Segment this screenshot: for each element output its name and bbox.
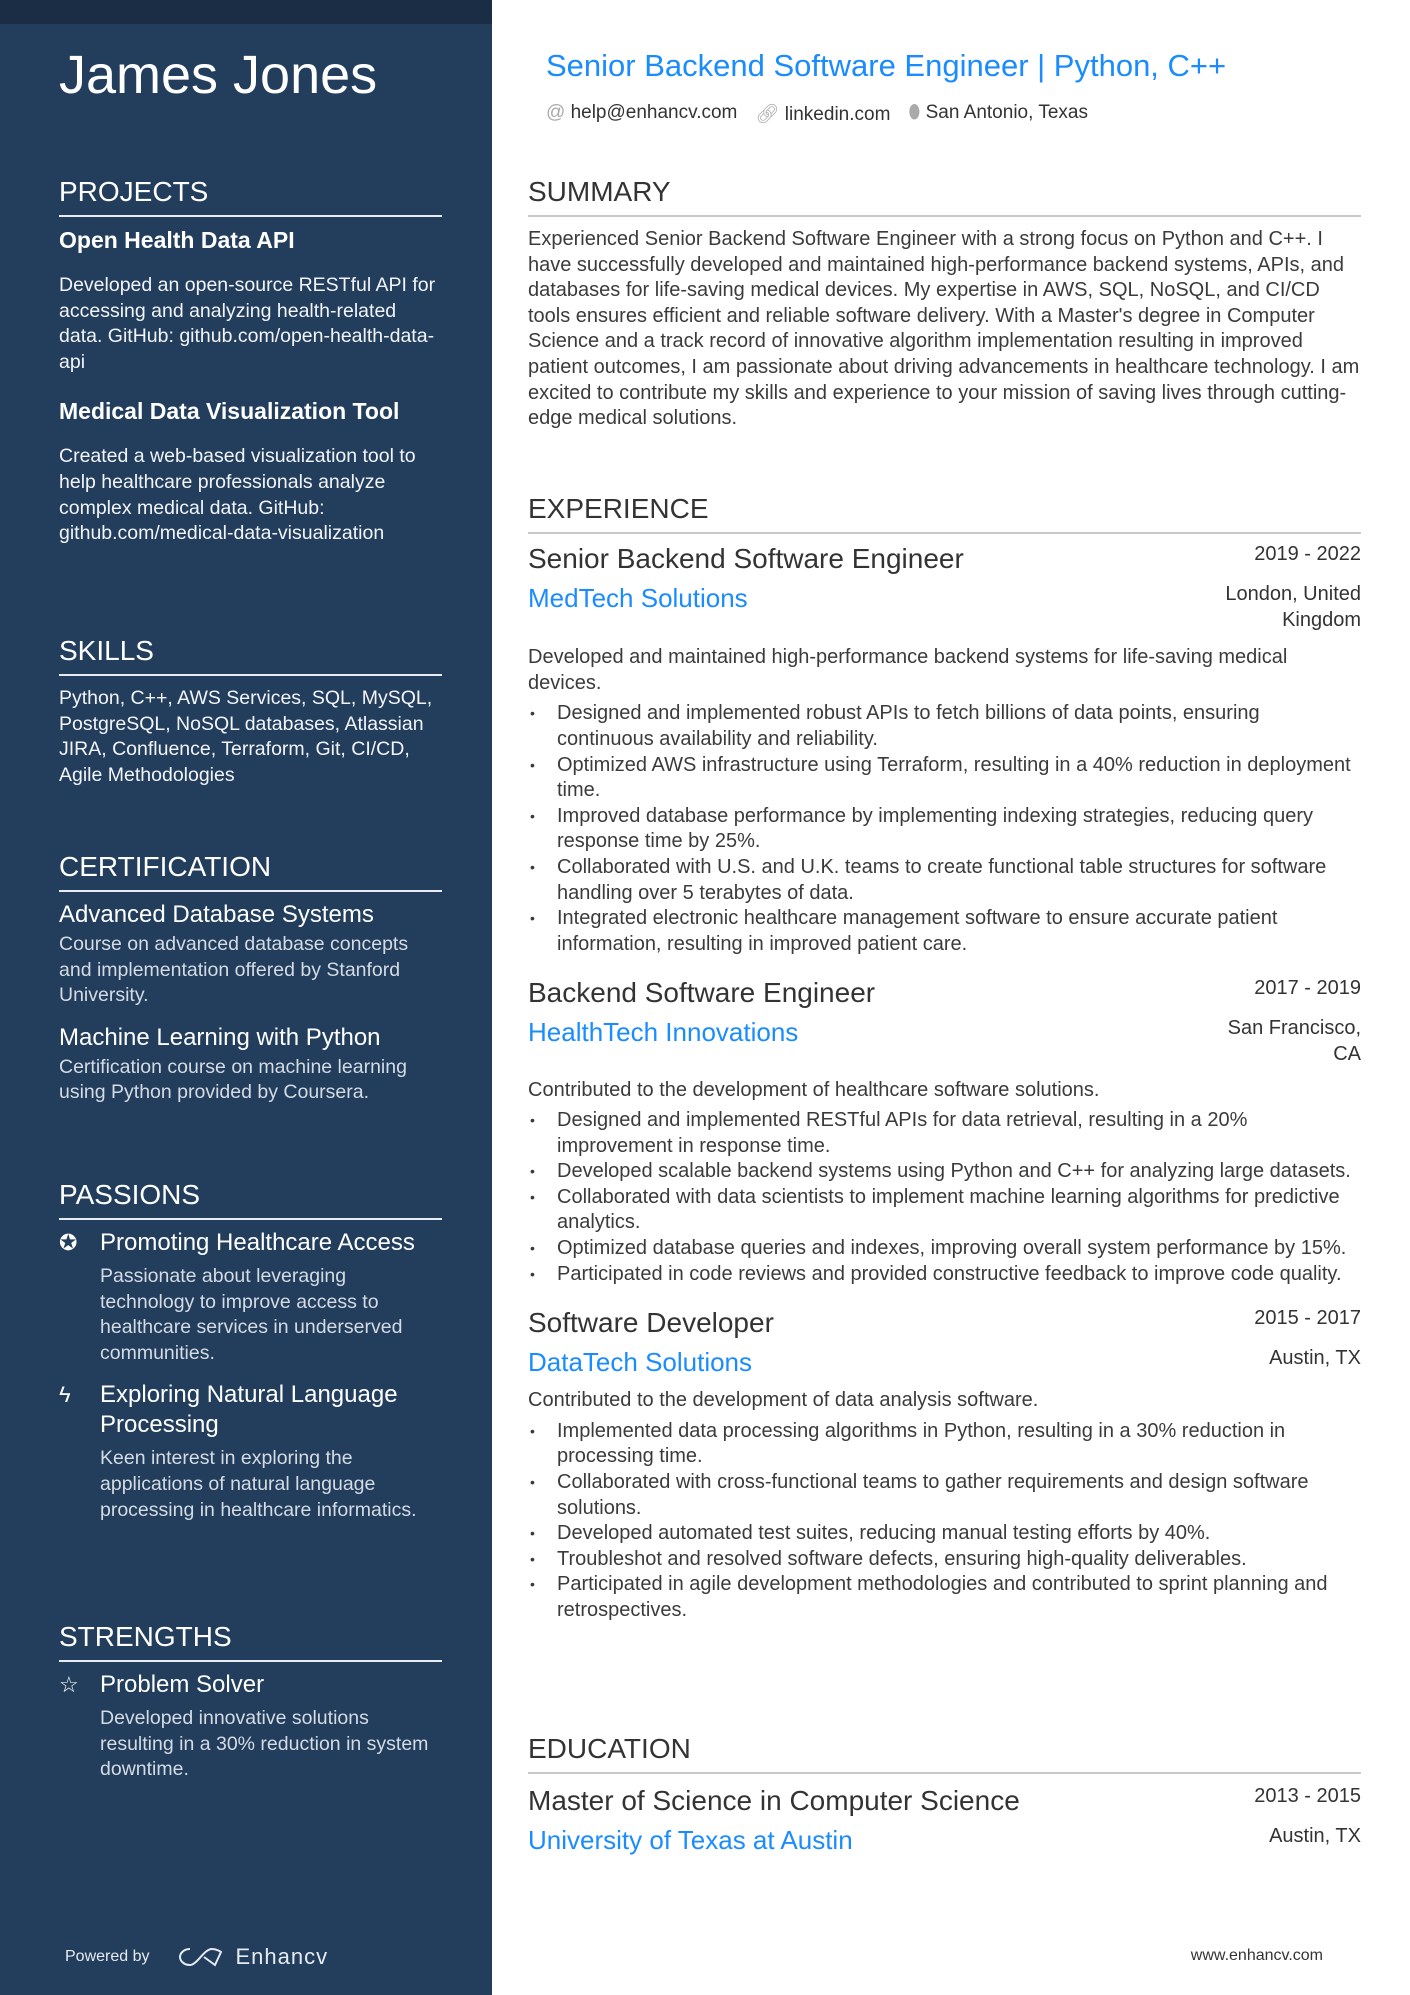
project-desc: Created a web-based visualization tool to help healthcare professionals analyze complex medical data. GitHub: github.com/medical-data-visualization xyxy=(59,445,416,545)
job-bullet: • Integrated electronic healthcare management software to ensure accurate patient information, resulting in improved patient care. xyxy=(528,906,1361,957)
job-location: San Francisco, CA xyxy=(1227,1017,1361,1065)
job-bullet: • Optimized AWS infrastructure using Terraform, resulting in a 40% reduction in deployment time. xyxy=(528,753,1361,804)
job-location: Austin, TX xyxy=(1269,1347,1361,1370)
strength-desc: Developed innovative solutions resulting in a 30% reduction in system downtime. xyxy=(100,1707,429,1781)
education-row xyxy=(528,1784,1361,1818)
contact-link[interactable] xyxy=(755,102,890,126)
contact-email[interactable] xyxy=(546,102,737,126)
infinity-icon xyxy=(178,1946,224,1968)
section-heading: EDUCATION xyxy=(528,1732,1361,1774)
edu-dates: 2013 - 2015 xyxy=(1254,1785,1361,1807)
passion-item xyxy=(59,1228,442,1366)
passions-section xyxy=(59,1178,442,1523)
strength-item xyxy=(59,1670,442,1783)
contact-bar xyxy=(546,102,1088,126)
company: MedTech Solutions xyxy=(528,583,748,613)
location-text: San Antonio, Texas xyxy=(925,102,1088,123)
job-title: Senior Backend Software Engineer xyxy=(528,543,964,574)
cert-title: Advanced Database Systems xyxy=(59,901,374,928)
job-bullets xyxy=(528,1108,1361,1287)
school: University of Texas at Austin xyxy=(528,1825,853,1855)
section-heading: PASSIONS xyxy=(59,1178,442,1220)
sidebar xyxy=(0,0,492,1995)
link-icon: 🔗︎ xyxy=(755,104,785,125)
passion-title: Promoting Healthcare Access xyxy=(100,1229,415,1256)
brand-name: Enhancv xyxy=(235,1944,329,1969)
email-text: help@enhancv.com xyxy=(570,102,738,123)
award-icon: ✪ xyxy=(59,1230,78,1255)
education-section xyxy=(528,1732,1361,1856)
enhancv-logo[interactable] xyxy=(178,1944,329,1970)
job-desc: Contributed to the development of data analysis software. xyxy=(528,1389,1039,1412)
job-bullet: • Participated in agile development methodologies and contributed to sprint planning and retrospectives. xyxy=(528,1572,1361,1623)
skills-section xyxy=(59,634,442,788)
passion-item xyxy=(59,1380,442,1523)
job-bullet: • Collaborated with U.S. and U.K. teams to create functional table structures for software handling over 5 terabytes of data. xyxy=(528,855,1361,906)
job-bullet: • Implemented data processing algorithms in Python, resulting in a 30% reduction in processing time. xyxy=(528,1419,1361,1470)
section-heading: EXPERIENCE xyxy=(528,492,1361,534)
job-dates: 2019 - 2022 xyxy=(1254,543,1361,565)
section-heading: PROJECTS xyxy=(59,175,442,217)
bolt-icon: ϟ xyxy=(59,1382,71,1408)
section-heading: STRENGTHS xyxy=(59,1620,442,1662)
section-heading: SUMMARY xyxy=(528,175,1361,217)
job-title: Software Developer xyxy=(528,1307,774,1339)
job-bullet: • Collaborated with cross-functional teams to gather requirements and design software solutions. xyxy=(528,1470,1361,1521)
link-text: linkedin.com xyxy=(784,104,891,125)
job-desc: Contributed to the development of healthcare software solutions. xyxy=(528,1078,1100,1101)
job-bullet: • Optimized database queries and indexes, improving overall system performance by 15%. xyxy=(528,1236,1361,1262)
certification-section xyxy=(59,850,442,1106)
job-location: London, United Kingdom xyxy=(1225,583,1361,631)
project-title: Open Health Data API xyxy=(59,227,295,253)
cert-desc: Certification course on machine learning using Python provided by Coursera. xyxy=(59,1055,407,1104)
project-title: Medical Data Visualization Tool xyxy=(59,398,400,425)
job-bullet: • Troubleshot and resolved software defects, ensuring high-quality deliverables. xyxy=(528,1547,1361,1573)
cert-title: Machine Learning with Python xyxy=(59,1023,381,1051)
job-title: Backend Software Engineer xyxy=(528,977,876,1009)
section-heading: SKILLS xyxy=(59,634,442,676)
job-dates: 2015 - 2017 xyxy=(1254,1307,1361,1330)
top-strip xyxy=(0,0,492,24)
headline: Senior Backend Software Engineer | Python, C++ xyxy=(546,48,1227,83)
job-bullet: • Designed and implemented RESTful APIs for data retrieval, resulting in a 20% improvement in response time. xyxy=(528,1108,1361,1159)
job-bullet: • Improved database performance by implementing indexing strategies, reducing query response time by 25%. xyxy=(528,804,1361,855)
cert-desc: Course on advanced database concepts and implementation offered by Stanford University. xyxy=(59,933,409,1007)
company: DataTech Solutions xyxy=(528,1347,753,1378)
skills-list: Python, C++, AWS Services, SQL, MySQL, PostgreSQL, NoSQL databases, Atlassian JIRA, Confluence, Terraform, Git, CI/CD, Agile Methodologies xyxy=(59,687,433,786)
job-bullet: • Designed and implemented robust APIs to fetch billions of data points, ensuring continuous availability and reliability. xyxy=(528,701,1361,752)
passion-desc: Passionate about leveraging technology to improve access to healthcare services in underserved communities. xyxy=(100,1265,403,1364)
education-row xyxy=(528,1824,1361,1856)
job-bullets xyxy=(528,701,1361,957)
job-desc: Developed and maintained high-performance backend systems for life-saving medical devices. xyxy=(528,646,1288,694)
job-entry xyxy=(528,1306,1361,1623)
job-dates: 2017 - 2019 xyxy=(1254,977,1361,1000)
project-desc: Developed an open-source RESTful API for accessing and analyzing health-related data. GitHub: github.com/open-health-data-api xyxy=(59,274,436,373)
footer-url[interactable]: www.enhancv.com xyxy=(1190,1947,1323,1964)
summary-section xyxy=(528,175,1361,432)
candidate-name: James Jones xyxy=(59,45,378,105)
strength-title: Problem Solver xyxy=(100,1671,265,1698)
section-heading: CERTIFICATION xyxy=(59,850,442,892)
job-bullet: • Participated in code reviews and provided constructive feedback to improve code quality. xyxy=(528,1262,1361,1288)
strengths-section xyxy=(59,1620,442,1783)
edu-location: Austin, TX xyxy=(1269,1825,1361,1847)
degree: Master of Science in Computer Science xyxy=(528,1785,1020,1816)
location-pin-icon: ⬮ xyxy=(908,102,926,123)
job-entry xyxy=(528,542,1361,957)
star-icon: ☆ xyxy=(59,1672,79,1697)
at-icon: @ xyxy=(546,102,571,123)
job-entry xyxy=(528,976,1361,1287)
passion-title: Exploring Natural Language Processing xyxy=(100,1381,398,1439)
contact-location xyxy=(908,102,1088,126)
powered-by xyxy=(65,1944,328,1970)
job-bullet: • Collaborated with data scientists to implement machine learning algorithms for predictive analytics. xyxy=(528,1185,1361,1236)
company: HealthTech Innovations xyxy=(528,1017,799,1048)
job-bullet: • Developed scalable backend systems using Python and C++ for analyzing large datasets. xyxy=(528,1159,1361,1185)
job-bullet: • Developed automated test suites, reducing manual testing efforts by 40%. xyxy=(528,1521,1361,1547)
passion-desc: Keen interest in exploring the applications of natural language processing in healthcare informatics. xyxy=(100,1447,417,1521)
summary-text: Experienced Senior Backend Software Engineer with a strong focus on Python and C++. I have successfully developed and maintained high-performance backend systems, APIs, and databases for life-saving medical devices. My expertise in AWS, SQL, NoSQL, and CI/CD tools ensures efficient and reliable software delivery. With a Master's degree in Computer Science and a track record of innovative algorithm implementation resulting in improved patient outcomes, I am passionate about driving advancements in healthcare technology. I am excited to contribute my skills and experience to your mission of saving lives through cutting-edge medical solutions. xyxy=(528,228,1360,430)
projects-section xyxy=(59,175,442,547)
experience-section xyxy=(528,492,1361,1624)
job-bullets xyxy=(528,1419,1361,1624)
powered-label: Powered by xyxy=(65,1948,150,1965)
